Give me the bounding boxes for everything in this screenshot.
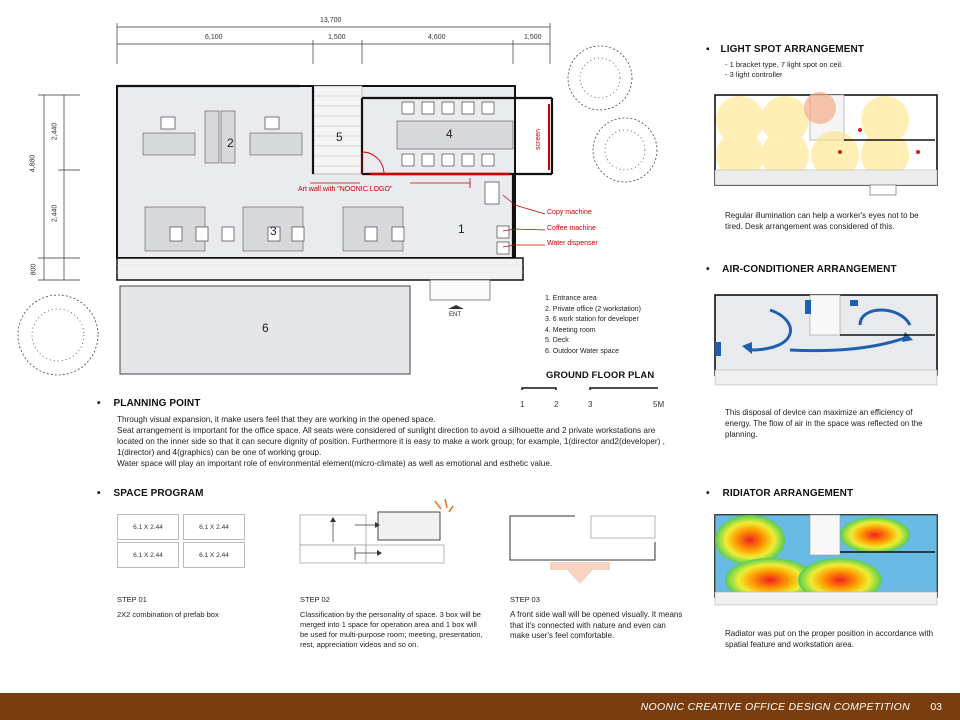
room-number-1: 1 [458,222,465,236]
air-conditioner-title: AIR-CONDITIONER ARRANGEMENT [722,264,897,275]
dim-top-3: 4,600 [428,34,446,41]
dim-top-4: 1,500 [524,34,542,41]
legend-item: 1. Entrance area [545,295,597,302]
legend-item: 2. Private office (2 workstation) [545,305,641,313]
step02-title: STEP 02 [300,595,330,604]
radiator-title: RIDIATOR ARRANGEMENT [722,488,854,499]
plan-title: GROUND FLOOR PLAN [546,370,655,381]
scale-label-4: 5M [653,400,665,409]
coffee-machine-label: Coffee machine [547,225,596,232]
step02-text: Classification by the personality of space. 3 box will be merged into 1 space for operation area and 1 box will be used for multi-purpose room; meeting, presentation, rest, appreciation videos and so on. [300,610,483,649]
entrance-label: ENT [449,312,461,318]
light-spot-caption: Regular illumination can help a worker's eyes not to be tired. Desk arrangement was considered of this. [725,211,919,231]
legend-item: 5. Deck [545,337,569,344]
radiator-diagram [710,510,940,615]
step01-block [117,595,277,620]
legend-item: 6. Outdoor Water space [545,347,620,355]
dim-top-2: 1,500 [328,34,346,41]
step01-text: 2X2 combination of prefab box [117,610,219,619]
planning-point-heading [97,398,200,409]
light-spot-bullet: - 1 bracket type, 7 light spot on ceil. [725,60,843,69]
room-number-2: 2 [227,136,234,150]
planning-paragraph: Water space will play an important role of environmental element(micro-climate) as well as emotional and esthetic value. [117,459,553,468]
dim-left-4: 800 [30,263,38,276]
copy-machine-label: Copy machine [547,209,592,216]
page-number: 03 [930,701,942,713]
step03-title: STEP 03 [510,595,540,604]
planning-point-body [117,414,677,469]
radiator-caption: Radiator was put on the proper position in accordance with spatial feature and workstation area. [725,629,934,649]
dim-left-2: 2,440 [51,122,59,141]
room-number-3: 3 [270,224,277,238]
room-number-6: 6 [262,321,269,335]
dim-total: 13,700 [320,17,342,24]
art-wall-label: Art wall with "NOONIC LOGO" [298,186,393,193]
footer-title: NOONIC CREATIVE OFFICE DESIGN COMPETITION [640,701,910,713]
screen-label: screen [535,128,543,151]
legend-item: 3. 6 work station for developer [545,316,639,323]
dim-top-1: 6,100 [205,34,223,41]
scale-label-3: 3 [588,400,593,409]
air-conditioner-caption: This disposal of device can maximize an efficiency of energy. The flow of air in the space was reflected on the planning. [725,408,923,439]
water-dispenser-label: Water dispenser [547,240,598,247]
planning-paragraph: Through visual expansion, it make users feel that they are working in the opened space. [117,415,436,424]
space-program-title: SPACE PROGRAM [113,488,204,499]
room-number-5: 5 [336,130,343,144]
step03-block [510,595,685,642]
prefab-box: 6.1 X 2.44 [183,542,245,568]
air-conditioner-diagram [710,290,940,395]
space-program-heading [97,488,204,499]
scale-label-1: 1 [520,400,525,409]
light-spot-bullets [725,60,843,80]
prefab-box: 6.1 X 2.44 [117,514,179,540]
step01-title: STEP 01 [117,595,147,604]
prefab-box: 6.1 X 2.44 [117,542,179,568]
light-spot-heading [706,44,864,55]
step03-text: A front side wall will be opened visually. It means that it's connected with nature and even can make user's feel comfortable. [510,610,683,640]
plan-legend [545,294,685,357]
dim-left-3: 2,440 [51,204,59,223]
dim-left-1: 4,880 [29,154,37,173]
step02-block [300,595,485,650]
planning-point-title: PLANNING POINT [113,398,201,409]
scale-label-2: 2 [554,400,559,409]
prefab-box: 6.1 X 2.44 [183,514,245,540]
radiator-heading [706,488,853,499]
legend-item: 4. Meeting room [545,326,596,334]
light-spot-bullet: - 3 light controller [725,70,783,79]
step03-diagram [505,512,665,592]
planning-paragraph: Seat arrangement is important for the office space. All seats were considered of sunlight direction to avoid a silhouette and 2 private workstations are located on the inner side so that it can secure dignity of position. Furthermore it is easy to make a work group; for example, 1(director and2(developer) , 1(director) and 4(graphics) can be one of working group. [117,426,665,457]
room-number-4: 4 [446,127,453,141]
step02-diagram [295,497,455,567]
light-spot-title: LIGHT SPOT ARRANGEMENT [720,44,865,55]
air-conditioner-heading [706,264,897,275]
light-spot-diagram [710,90,940,200]
footer-bar [0,693,960,720]
